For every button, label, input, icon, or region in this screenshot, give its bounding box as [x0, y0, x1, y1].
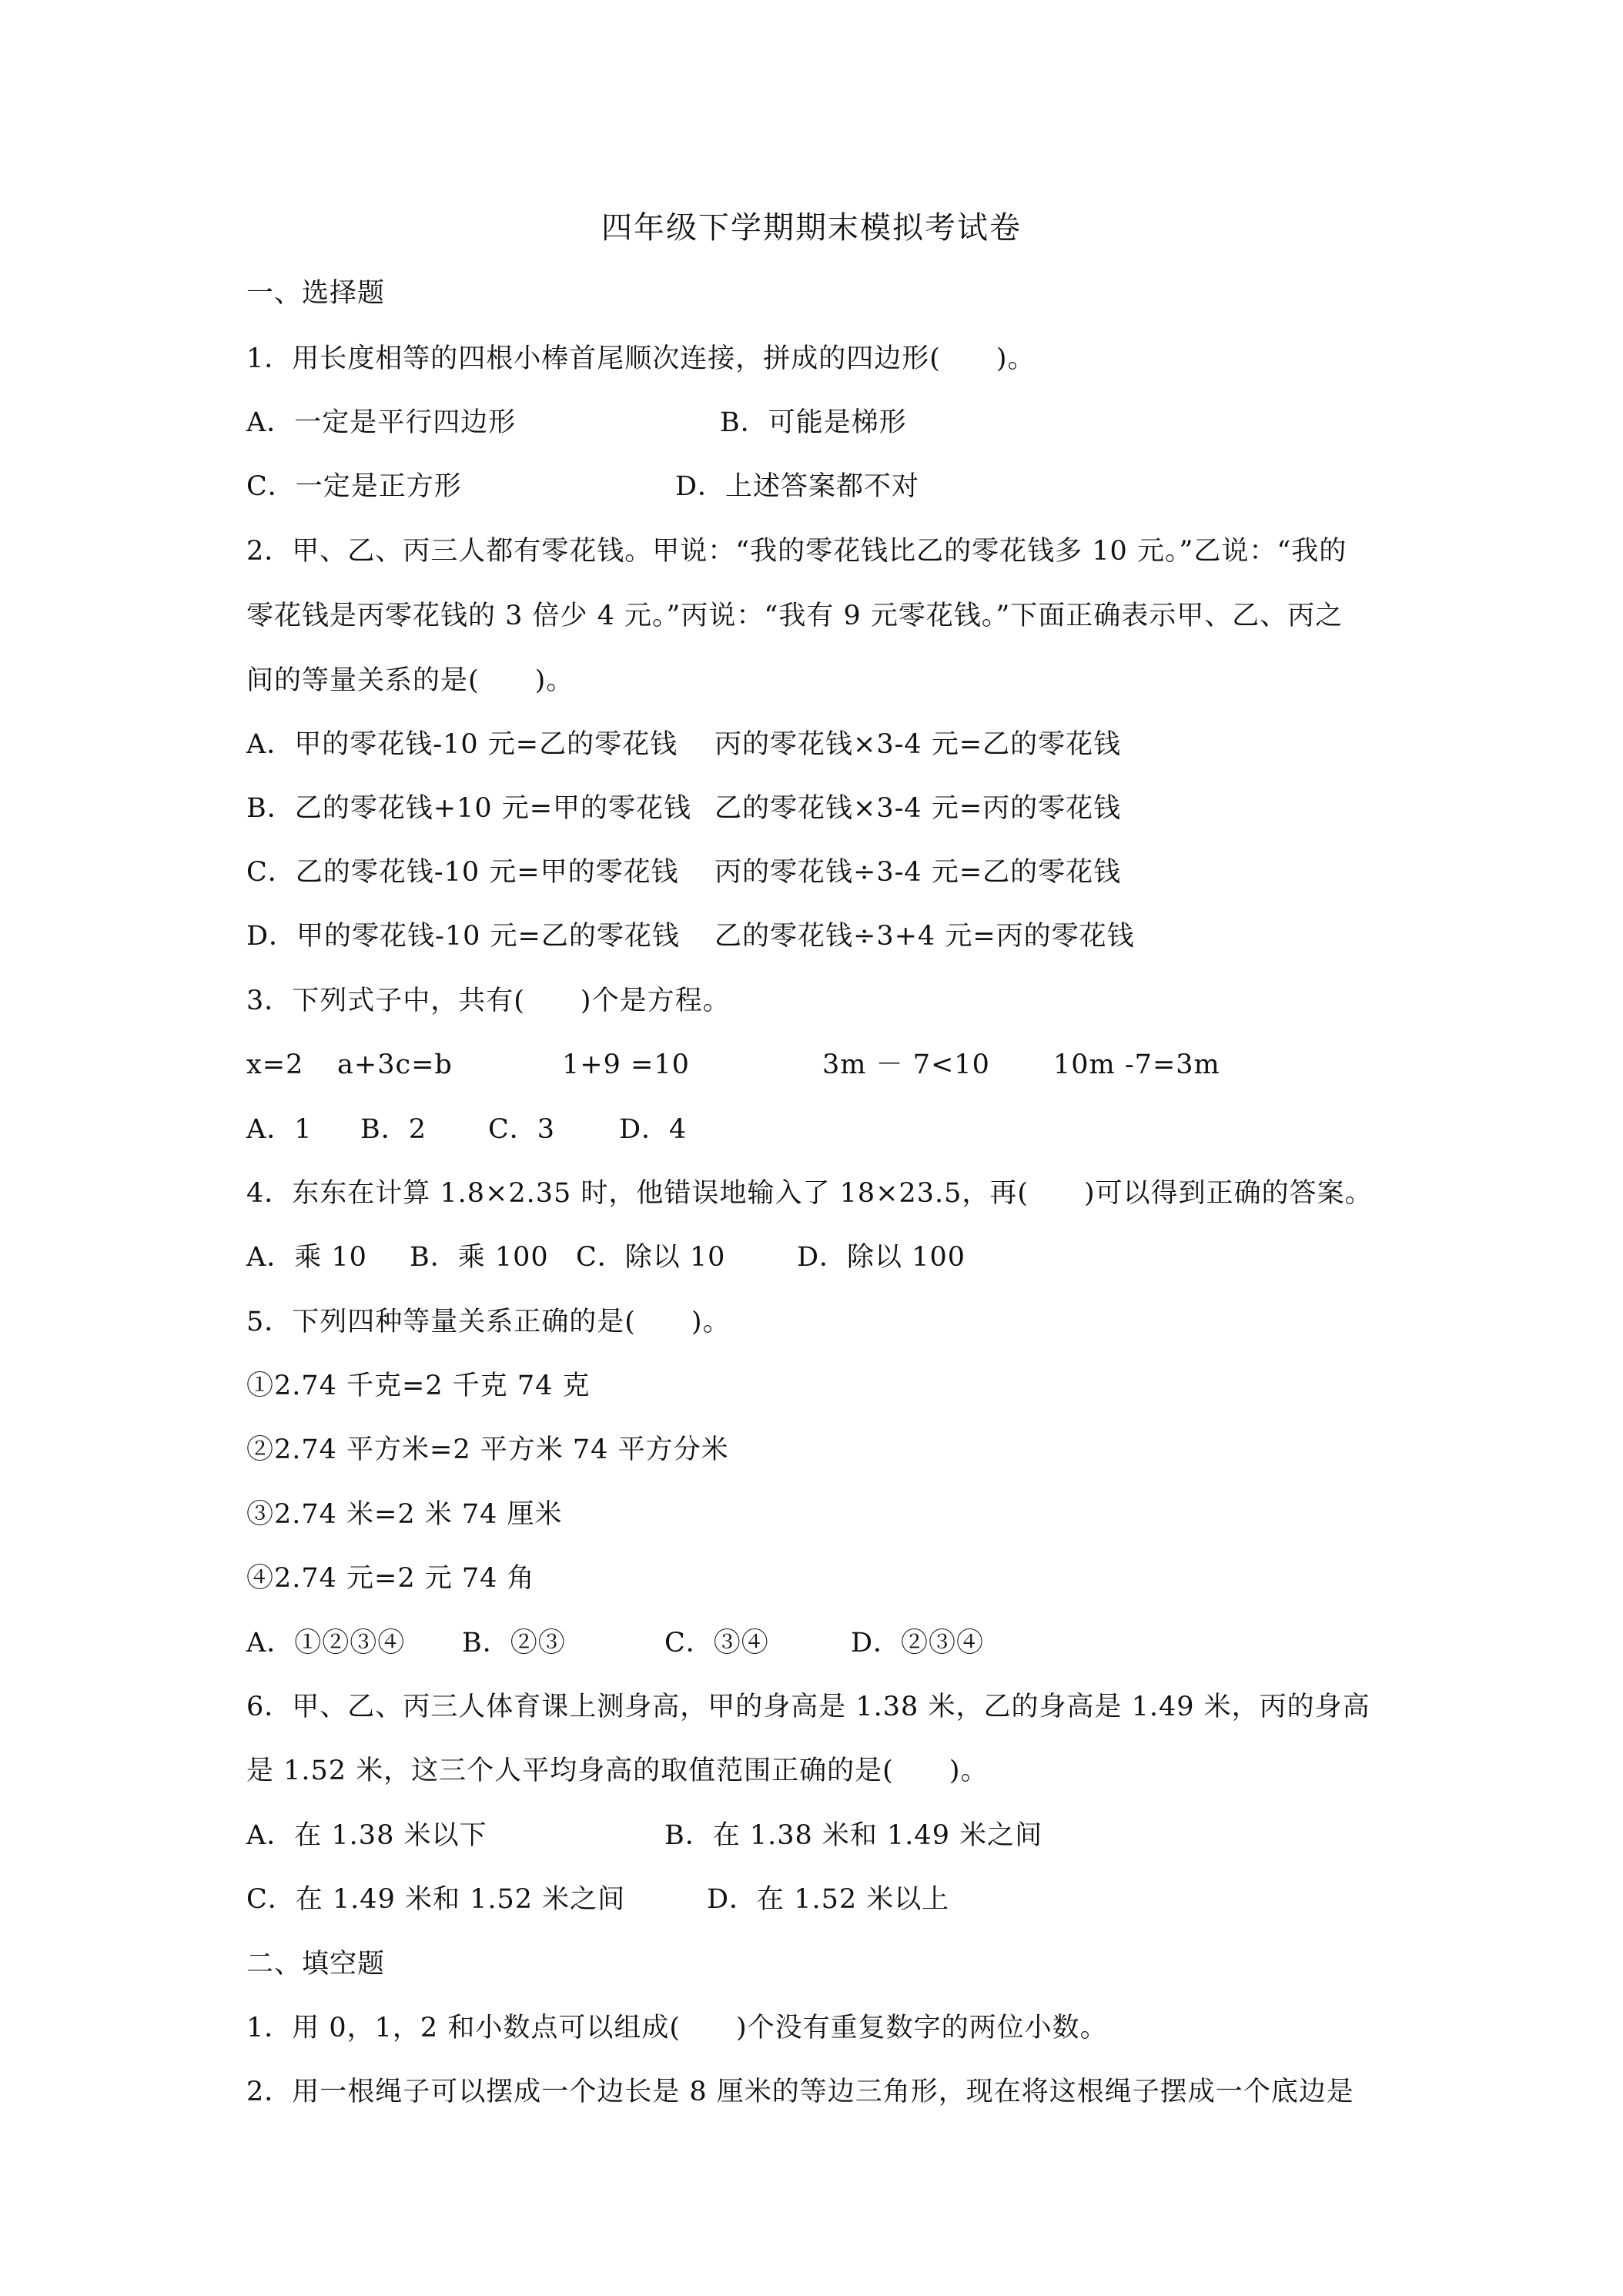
section-heading-choice: 一、选择题 [246, 278, 386, 309]
question-6-stem-line-1: 6．甲、乙、丙三人体育课上测身高，甲的身高是 1.38 米，乙的身高是 1.49 米，丙的身高 [246, 1692, 1370, 1722]
question-2-stem-line-3: 间的等量关系的是( )。 [246, 665, 574, 696]
question-3-stem: 3．下列式子中，共有( )个是方程。 [246, 986, 731, 1016]
option-b: B．在 1.38 米和 1.49 米之间 [664, 1820, 1043, 1851]
option-b-part-2: 乙的零花钱×3-4 元=丙的零花钱 [714, 793, 1122, 824]
question-5-item-4: ④2.74 元=2 元 74 角 [246, 1563, 535, 1594]
option-d: D．在 1.52 米以上 [707, 1884, 950, 1915]
expression-1: x=2 [246, 1049, 304, 1080]
option-d: D．4 [619, 1114, 688, 1145]
option-a: A．一定是平行四边形 [246, 407, 517, 438]
option-c: C．3 [488, 1114, 556, 1145]
option-c-part-1: C．乙的零花钱-10 元=甲的零花钱 [246, 857, 679, 888]
question-4-stem: 4．东东在计算 1.8×2.35 时，他错误地输入了 18×23.5，再( )可以得到正确的答案。 [246, 1178, 1373, 1209]
option-d: D．上述答案都不对 [675, 471, 920, 502]
option-c-part-2: 丙的零花钱÷3-4 元=乙的零花钱 [714, 857, 1122, 888]
option-b: B．2 [360, 1114, 427, 1145]
question-5-item-3: ③2.74 米=2 米 74 厘米 [246, 1499, 563, 1530]
option-a-part-1: A．甲的零花钱-10 元=乙的零花钱 [246, 729, 678, 760]
option-c: C．一定是正方形 [246, 471, 462, 502]
expression-3: 1+9 =10 [562, 1049, 690, 1080]
option-b: B．②③ [462, 1628, 566, 1658]
question-1-stem: 1．用长度相等的四根小棒首尾顺次连接，拼成的四边形( )。 [246, 343, 1036, 374]
question-5-stem: 5．下列四种等量关系正确的是( )。 [246, 1307, 731, 1337]
option-d-part-1: D．甲的零花钱-10 元=乙的零花钱 [246, 921, 680, 952]
option-b-part-1: B．乙的零花钱+10 元=甲的零花钱 [246, 793, 692, 824]
option-a-part-2: 丙的零花钱×3-4 元=乙的零花钱 [714, 729, 1122, 760]
question-2-stem-line-1: 2．甲、乙、丙三人都有零花钱。甲说：“我的零花钱比乙的零花钱多 10 元。”乙说：“我的 [246, 536, 1347, 567]
fill-question-1: 1．用 0，1，2 和小数点可以组成( )个没有重复数字的两位小数。 [246, 2013, 1108, 2043]
option-a: A．在 1.38 米以下 [246, 1820, 487, 1851]
option-d-part-2: 乙的零花钱÷3+4 元=丙的零花钱 [714, 921, 1135, 952]
question-5-item-2: ②2.74 平方米=2 平方米 74 平方分米 [246, 1434, 729, 1465]
option-c: C．除以 10 [576, 1242, 726, 1273]
expression-5: 10m -7=3m [1053, 1049, 1220, 1080]
option-c: C．③④ [664, 1628, 769, 1658]
section-heading-fill-in: 二、填空题 [246, 1949, 386, 1980]
question-5-item-1: ①2.74 千克=2 千克 74 克 [246, 1371, 591, 1401]
option-a: A．①②③④ [246, 1628, 406, 1658]
option-c: C．在 1.49 米和 1.52 米之间 [246, 1884, 626, 1915]
option-d: D．除以 100 [797, 1242, 965, 1273]
question-6-stem-line-2: 是 1.52 米，这三个人平均身高的取值范围正确的是( )。 [246, 1755, 989, 1786]
option-b: B．乘 100 [410, 1242, 549, 1273]
expression-2: a+3c=b [337, 1049, 453, 1080]
option-b: B．可能是梯形 [720, 407, 907, 438]
fill-question-2: 2．用一根绳子可以摆成一个边长是 8 厘米的等边三角形，现在将这根绳子摆成一个底边是 [246, 2077, 1354, 2107]
option-d: D．②③④ [851, 1628, 985, 1658]
option-a: A．1 [246, 1114, 313, 1145]
option-a: A．乘 10 [246, 1242, 367, 1273]
expression-4: 3m － 7<10 [822, 1049, 990, 1080]
page-title: 四年级下学期期末模拟考试卷 [601, 210, 1022, 246]
question-2-stem-line-2: 零花钱是丙零花钱的 3 倍少 4 元。”丙说：“我有 9 元零花钱。”下面正确表示甲、乙、丙之 [246, 601, 1344, 631]
